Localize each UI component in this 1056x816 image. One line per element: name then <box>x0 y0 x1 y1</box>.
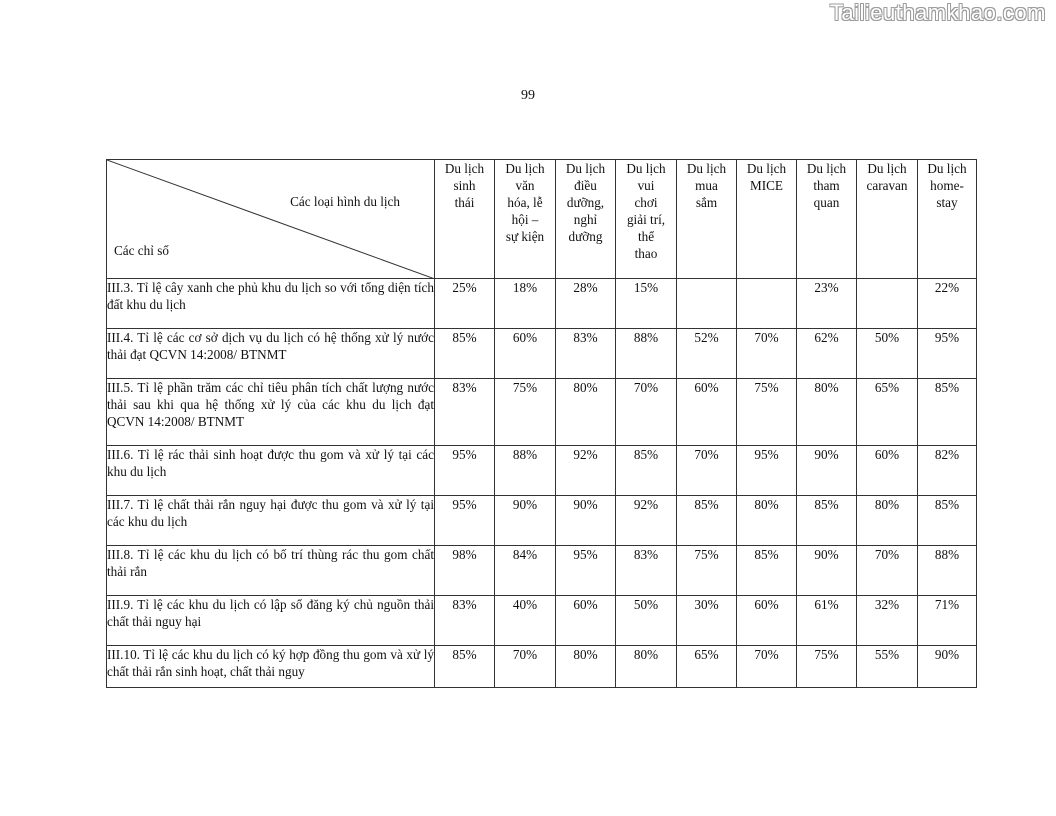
column-header-line: Du lịch <box>505 161 545 176</box>
value-cell: 83% <box>435 379 495 446</box>
column-header-line: Du lịch <box>927 161 967 176</box>
value-cell: 95% <box>435 496 495 546</box>
table-row <box>107 446 977 496</box>
value-cell: 70% <box>737 646 797 688</box>
value-cell: 75% <box>737 379 797 446</box>
value-cell: 80% <box>797 379 857 446</box>
column-header-line: caravan <box>866 178 908 193</box>
value-cell: 75% <box>495 379 556 446</box>
column-header-line: stay <box>936 195 958 210</box>
value-cell: 90% <box>797 446 857 496</box>
indicator-label: III.9. Tỉ lệ các khu du lịch có lập sổ đăng ký chủ nguồn thải chất thải nguy hại <box>107 596 435 646</box>
value-cell: 70% <box>495 646 556 688</box>
column-header <box>556 160 616 279</box>
column-header-line: giải trí, <box>626 212 666 227</box>
value-cell: 61% <box>797 596 857 646</box>
value-cell: 60% <box>495 329 556 379</box>
diagonal-line <box>107 160 435 279</box>
value-cell: 18% <box>495 279 556 329</box>
column-header-line: Du lịch <box>806 161 847 176</box>
column-header-line: điều <box>574 178 597 193</box>
column-header-line: thể <box>637 229 655 244</box>
value-cell: 88% <box>495 446 556 496</box>
indicator-label: III.3. Tỉ lệ cây xanh che phủ khu du lịch so với tổng diện tích đất khu du lịch <box>107 279 435 329</box>
value-cell: 85% <box>677 496 737 546</box>
column-header <box>677 160 737 279</box>
corner-bottom-label: Các chỉ số <box>114 243 169 258</box>
indicator-label: III.10. Tỉ lệ các khu du lịch có ký hợp đồng thu gom và xử lý chất thải rắn sinh hoạt, chất thải nguy <box>107 646 435 688</box>
column-header-line: hội – <box>511 212 539 227</box>
column-header-line: sinh <box>453 178 476 193</box>
value-cell: 85% <box>918 379 977 446</box>
column-header-line: dưỡng <box>568 229 603 244</box>
column-header-line: sự kiện <box>505 229 545 244</box>
column-header-line: vui <box>637 178 655 193</box>
value-cell: 90% <box>556 496 616 546</box>
value-cell: 80% <box>616 646 677 688</box>
value-cell: 60% <box>737 596 797 646</box>
value-cell: 90% <box>918 646 977 688</box>
table-row <box>107 279 977 329</box>
value-cell: 60% <box>556 596 616 646</box>
value-cell: 75% <box>677 546 737 596</box>
value-cell: 80% <box>556 379 616 446</box>
value-cell: 62% <box>797 329 857 379</box>
value-cell: 75% <box>797 646 857 688</box>
value-cell: 70% <box>677 446 737 496</box>
value-cell: 71% <box>918 596 977 646</box>
value-cell: 95% <box>556 546 616 596</box>
value-cell: 85% <box>616 446 677 496</box>
value-cell: 65% <box>677 646 737 688</box>
value-cell: 83% <box>435 596 495 646</box>
value-cell: 92% <box>556 446 616 496</box>
table-row <box>107 379 977 446</box>
value-cell: 70% <box>616 379 677 446</box>
value-cell: 90% <box>495 496 556 546</box>
column-header <box>495 160 556 279</box>
column-header-line: nghỉ <box>573 212 598 227</box>
value-cell: 55% <box>857 646 918 688</box>
value-cell: 28% <box>556 279 616 329</box>
table-row <box>107 496 977 546</box>
value-cell: 70% <box>857 546 918 596</box>
corner-top-label: Các loại hình du lịch <box>290 194 400 209</box>
value-cell: 98% <box>435 546 495 596</box>
column-header-line: mua <box>695 178 718 193</box>
indicator-label: III.5. Tỉ lệ phần trăm các chỉ tiêu phân tích chất lượng nước thải sau khi qua hệ thống xử lý của các khu du lịch đạt QCVN 14:2008/ BTNMT <box>107 379 435 446</box>
column-header-line: quan <box>813 195 840 210</box>
indicator-label: III.6. Tỉ lệ rác thải sinh hoạt được thu gom và xử lý tại các khu du lịch <box>107 446 435 496</box>
value-cell <box>677 279 737 329</box>
value-cell: 30% <box>677 596 737 646</box>
page-number: 99 <box>521 88 535 103</box>
table-row <box>107 329 977 379</box>
column-header <box>616 160 677 279</box>
column-header-line: Du lịch <box>565 161 606 176</box>
column-header <box>857 160 918 279</box>
value-cell: 52% <box>677 329 737 379</box>
table-row <box>107 546 977 596</box>
header-row <box>107 160 977 279</box>
column-header-line: dưỡng, <box>566 195 605 210</box>
value-cell: 85% <box>918 496 977 546</box>
value-cell: 90% <box>797 546 857 596</box>
value-cell: 50% <box>616 596 677 646</box>
column-header <box>918 160 977 279</box>
value-cell: 70% <box>737 329 797 379</box>
value-cell: 82% <box>918 446 977 496</box>
value-cell: 25% <box>435 279 495 329</box>
value-cell: 32% <box>857 596 918 646</box>
value-cell: 85% <box>435 329 495 379</box>
value-cell <box>857 279 918 329</box>
value-cell: 88% <box>918 546 977 596</box>
value-cell: 92% <box>616 496 677 546</box>
value-cell: 80% <box>737 496 797 546</box>
value-cell: 85% <box>435 646 495 688</box>
watermark: Tailieuthamkhao.com <box>829 0 1046 25</box>
value-cell: 23% <box>797 279 857 329</box>
value-cell: 65% <box>857 379 918 446</box>
value-cell: 95% <box>918 329 977 379</box>
table-row <box>107 596 977 646</box>
value-cell: 15% <box>616 279 677 329</box>
value-cell: 95% <box>737 446 797 496</box>
value-cell: 50% <box>857 329 918 379</box>
value-cell: 95% <box>435 446 495 496</box>
column-header-line: tham <box>813 178 840 193</box>
value-cell: 84% <box>495 546 556 596</box>
value-cell: 22% <box>918 279 977 329</box>
indicator-label: III.7. Tỉ lệ chất thải rắn nguy hại được thu gom và xử lý tại các khu du lịch <box>107 496 435 546</box>
indicator-label: III.8. Tỉ lệ các khu du lịch có bố trí thùng rác thu gom chất thải rắn <box>107 546 435 596</box>
table-row <box>107 646 977 688</box>
corner-header-cell <box>107 160 435 279</box>
value-cell: 88% <box>616 329 677 379</box>
column-header-line: văn <box>515 178 535 193</box>
value-cell: 80% <box>857 496 918 546</box>
value-cell: 83% <box>616 546 677 596</box>
column-header-line: Du lịch <box>626 161 666 176</box>
column-header-line: home- <box>930 178 964 193</box>
value-cell: 83% <box>556 329 616 379</box>
column-header-line: thao <box>634 246 658 261</box>
indicator-label: III.4. Tỉ lệ các cơ sở dịch vụ du lịch có hệ thống xử lý nước thải đạt QCVN 14:2008/ BTNMT <box>107 329 435 379</box>
column-header-line: MICE <box>750 178 783 193</box>
column-header-line: hóa, lễ <box>507 195 543 210</box>
value-cell: 40% <box>495 596 556 646</box>
column-header <box>737 160 797 279</box>
value-cell: 60% <box>677 379 737 446</box>
column-header <box>435 160 495 279</box>
value-cell: 85% <box>797 496 857 546</box>
value-cell: 60% <box>857 446 918 496</box>
column-header-line: Du lịch <box>444 161 485 176</box>
column-header <box>797 160 857 279</box>
data-table <box>106 159 977 688</box>
column-header-line: sắm <box>695 195 718 210</box>
value-cell: 85% <box>737 546 797 596</box>
value-cell: 80% <box>556 646 616 688</box>
column-header-line: Du lịch <box>746 161 787 176</box>
column-header-line: Du lịch <box>686 161 727 176</box>
column-header-line: thái <box>454 195 475 210</box>
column-header-line: chơi <box>634 195 658 210</box>
value-cell <box>737 279 797 329</box>
column-header-line: Du lịch <box>867 161 907 176</box>
